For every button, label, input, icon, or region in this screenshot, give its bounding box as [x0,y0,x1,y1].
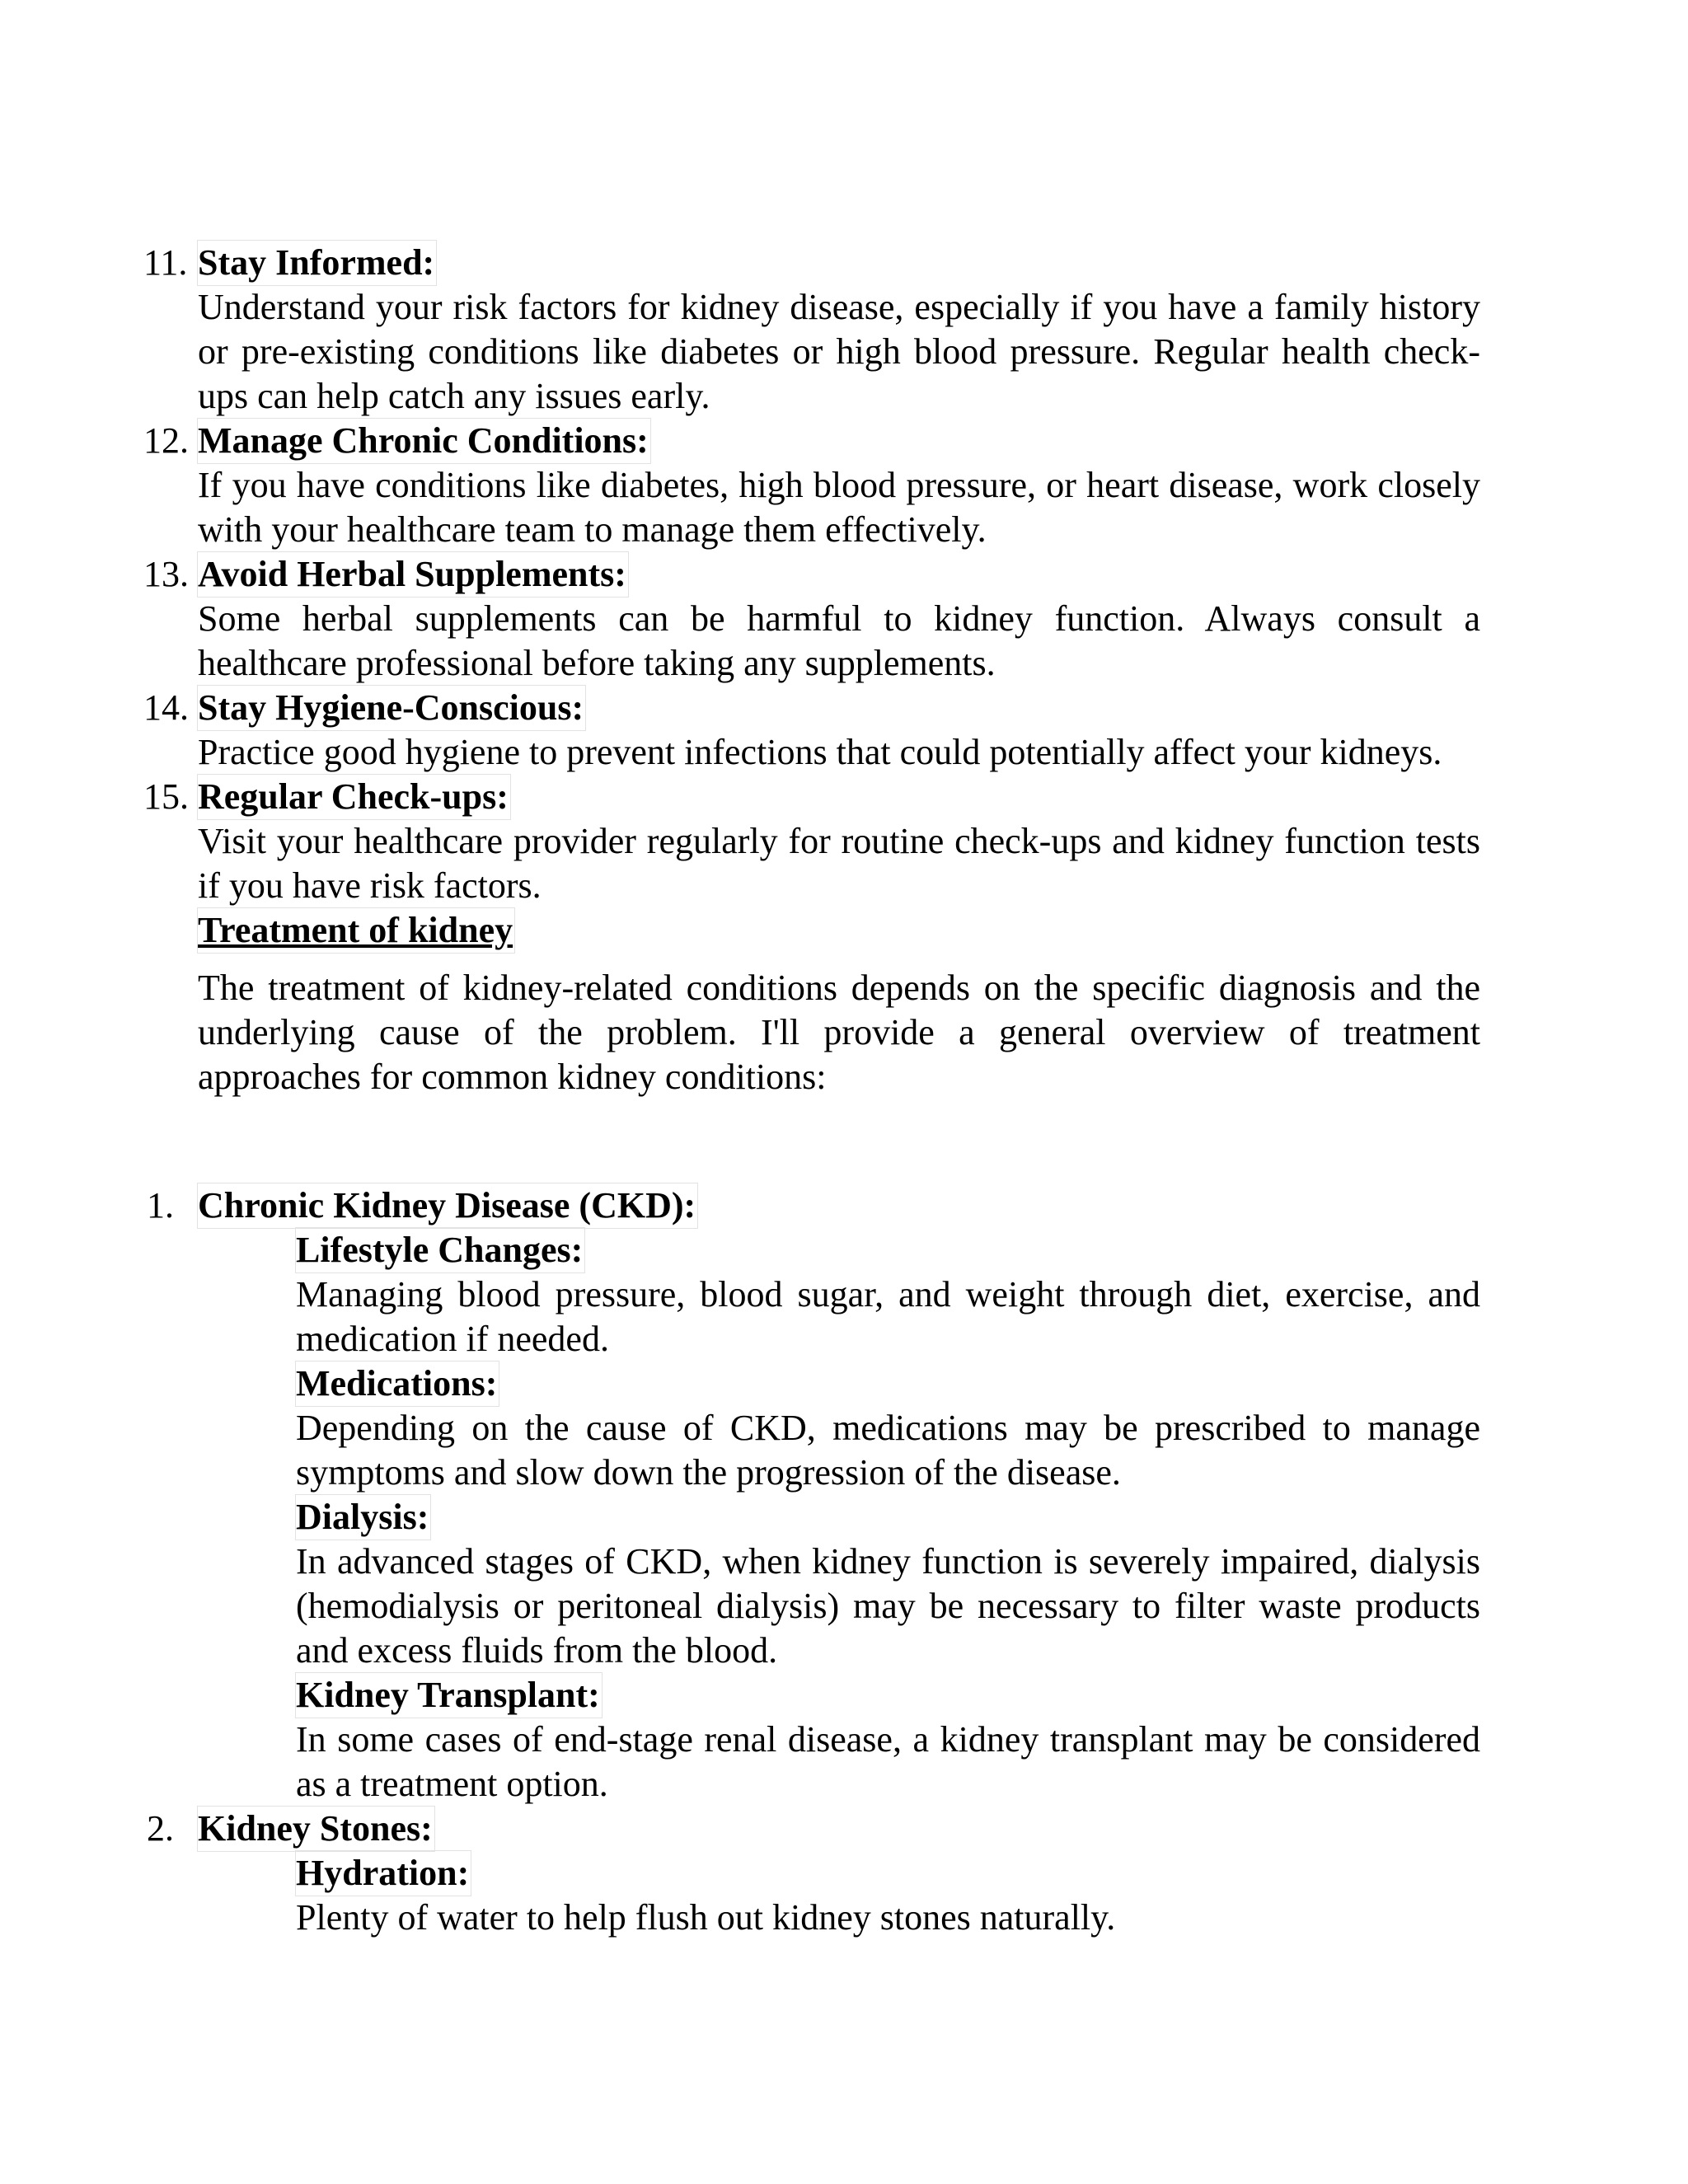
list-item [143,775,1480,908]
item-number: 11. [143,242,188,283]
sub-item-title: Kidney Transplant: [296,1673,602,1718]
sub-item [296,1361,1480,1495]
sub-item-title: Lifestyle Changes: [296,1228,584,1272]
conditions-list [147,1183,1480,1940]
item-title: Avoid Herbal Supplements: [198,552,628,597]
item-number: 2. [147,1808,174,1849]
item-title: Manage Chronic Conditions: [198,419,650,463]
list-item [147,1807,1480,1940]
list-item [147,1183,1480,1807]
item-text: Practice good hygiene to prevent infections that could potentially affect your kidneys. [198,732,1442,772]
tips-list [143,241,1480,1099]
sub-item [296,1673,1480,1807]
sub-item-title: Dialysis: [296,1495,430,1540]
item-text: Some herbal supplements can be harmful to kidney function. Always consult a healthcare professional before taking any supplements. [198,598,1480,683]
sub-item-text: Depending on the cause of CKD, medications may be prescribed to manage symptoms and slow down the progression of the disease. [296,1408,1480,1493]
sub-item [296,1851,1480,1940]
sub-item-text: In advanced stages of CKD, when kidney function is severely impaired, dialysis (hemodialysis or peritoneal dialysis) may be necessary to filter waste products and excess fluids from the blood. [296,1541,1480,1671]
item-text: Understand your risk factors for kidney disease, especially if you have a family history or pre-existing conditions like diabetes or high blood pressure. Regular health check-ups can help catch any issues early. [198,287,1480,416]
item-number: 14. [143,687,189,728]
sub-item-text: Managing blood pressure, blood sugar, and weight through diet, exercise, and medication if needed. [296,1274,1480,1359]
sub-item-text: Plenty of water to help flush out kidney stones naturally. [296,1897,1116,1938]
item-title: Regular Check-ups: [198,775,510,819]
item-number: 13. [143,554,189,594]
sub-item-title: Medications: [296,1361,499,1406]
sub-item-title: Hydration: [296,1851,471,1896]
list-item [143,241,1480,419]
item-number: 1. [147,1185,174,1226]
condition-title: Chronic Kidney Disease (CKD): [198,1183,697,1228]
item-text: Visit your healthcare provider regularly for routine check-ups and kidney function tests if you have risk factors. [198,821,1480,906]
list-item [143,686,1480,775]
item-text: If you have conditions like diabetes, high blood pressure, or heart disease, work closely with your healthcare team to manage them effectively. [198,465,1480,550]
sub-item [296,1228,1480,1361]
condition-title: Kidney Stones: [198,1807,434,1851]
sub-item [296,1495,1480,1673]
item-number: 15. [143,776,189,817]
item-title: Stay Informed: [198,241,436,285]
sub-item-text: In some cases of end-stage renal disease, a kidney transplant may be considered as a treatment option. [296,1719,1480,1804]
list-item [143,552,1480,686]
item-title: Stay Hygiene-Conscious: [198,686,585,730]
list-item [143,419,1480,552]
item-number: 12. [143,420,189,461]
section-intro: The treatment of kidney-related conditions depends on the specific diagnosis and the underlying cause of the problem. I'll provide a general overview of treatment approaches for common kidney conditions: [198,968,1480,1097]
section-heading: Treatment of kidney [198,908,514,953]
